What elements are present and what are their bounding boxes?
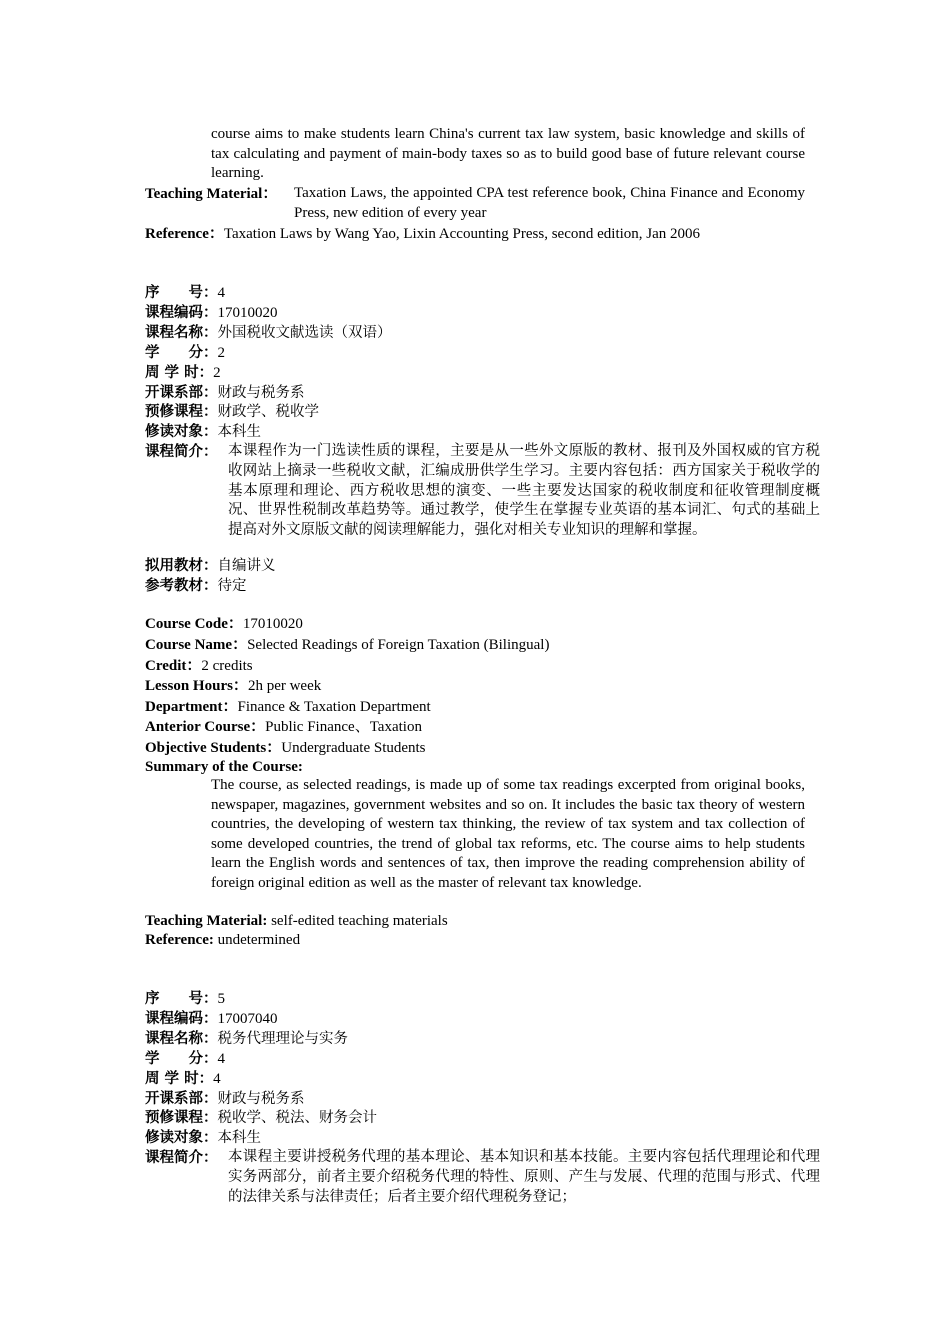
c5-code: 课程编码：17007040	[145, 1011, 278, 1027]
course-summary-tail: course aims to make students learn China's current tax law system, basic knowledge and skills of tax calculating and payment of main-body taxes so as to build good base of future relevant course learning.	[211, 126, 805, 182]
c4-en-dept: Department：Finance & Taxation Department	[145, 699, 431, 715]
c4-en-name: Course Name：Selected Readings of Foreign Taxation (Bilingual)	[145, 637, 550, 653]
c4-en-objective: Objective Students：Undergraduate Students	[145, 740, 426, 756]
c4-en-ref: Reference: undetermined	[145, 932, 301, 948]
c4-en-credit: Credit：2 credits	[145, 658, 253, 674]
c5-summary-label: 课程简介：	[145, 1150, 218, 1166]
c4-en-summary: The course, as selected readings, is made up of some tax readings excerpted from original books, newspaper, magazines, government websites and so on. It includes the basic tax theory of western countries, the developing of western tax thinking, the review of tax system and tax collection of some developed countries, the trend of global tax reforms, etc. The course aims to help students learn the English words and sentences of tax, then improve the reading comprehension ability of foreign original edition as well as the master of relevant tax knowledge.	[211, 777, 805, 891]
c5-hours: 周 学 时：4	[145, 1071, 221, 1087]
c4-dept: 开课系部：财政与税务系	[145, 385, 305, 401]
c5-seq: 序 号：5	[145, 991, 225, 1007]
c4-code: 课程编码：17010020	[145, 305, 278, 321]
c4-en-material: Teaching Material: self-edited teaching materials	[145, 913, 448, 929]
c4-target: 修读对象：本科生	[145, 424, 261, 440]
c4-en-summary-label: Summary of the Course:	[145, 759, 303, 775]
c4-summary: 本课程作为一门选读性质的课程，主要是从一些外文原版的教材、报刊及外国权威的官方税收网站上摘录一些税收文献，汇编成册供学生学习。主要内容包括：西方国家关于税收学的基本原理和理论、西方税收思想的演变、一些主要发达国家的税收制度和征收管理制度概况、世界性税制改革趋势等。通过教学，使学生在掌握专业英语的基本词汇、句式的基础上提高对外文原版文献的阅读理解能力，强化对相关专业知识的理解和掌握。	[228, 443, 820, 539]
c5-name: 课程名称：税务代理理论与实务	[145, 1031, 348, 1047]
reference-line: Reference：Taxation Laws by Wang Yao, Lixin Accounting Press, second edition, Jan 2006	[145, 226, 701, 242]
c4-en-hours: Lesson Hours：2h per week	[145, 678, 322, 694]
teaching-material-value: Taxation Laws, the appointed CPA test reference book, China Finance and Economy Press, new edition of every year	[294, 185, 805, 221]
c4-material: 拟用教材：自编讲义	[145, 558, 276, 574]
c5-summary: 本课程主要讲授税务代理的基本理论、基本知识和基本技能。主要内容包括代理理论和代理实务两部分，前者主要介绍税务代理的特性、原则、产生与发展、代理的范围与形式、代理的法律关系与法律责任；后者主要介绍代理税务登记；	[228, 1149, 820, 1205]
c4-summary-label: 课程简介：	[145, 444, 218, 460]
c4-en-code: Course Code：17010020	[145, 616, 303, 632]
c4-credit: 学 分：2	[145, 345, 225, 361]
c4-ref: 参考教材：待定	[145, 578, 247, 594]
teaching-material-label: Teaching Material：	[145, 186, 278, 202]
c4-name: 课程名称：外国税收文献选读（双语）	[145, 325, 392, 341]
c5-credit: 学 分：4	[145, 1051, 225, 1067]
c4-hours: 周 学 时：2	[145, 365, 221, 381]
c5-prereq: 预修课程：税收学、税法、财务会计	[145, 1110, 377, 1126]
c4-en-anterior: Anterior Course：Public Finance、Taxation	[145, 719, 422, 735]
c4-seq: 序 号：4	[145, 285, 225, 301]
c5-dept: 开课系部：财政与税务系	[145, 1091, 305, 1107]
c4-prereq: 预修课程：财政学、税收学	[145, 404, 319, 420]
c5-target: 修读对象：本科生	[145, 1130, 261, 1146]
